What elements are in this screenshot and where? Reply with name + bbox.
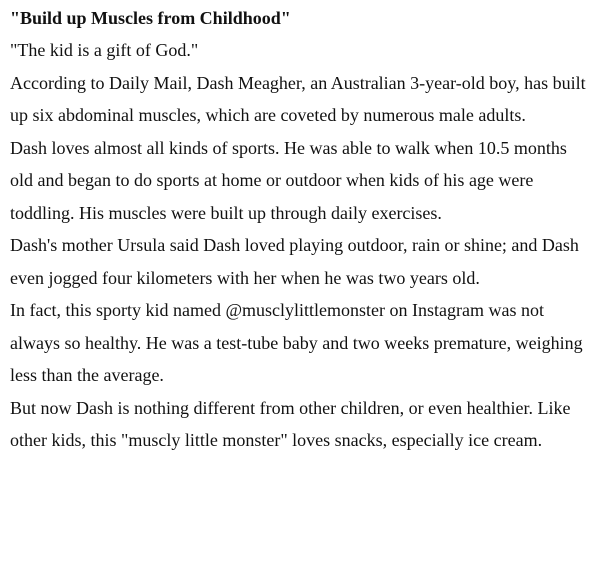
article-paragraph-now: But now Dash is nothing different from other children, or even healthier. Like other kids, this "muscly little monster" loves snacks, especially ice cream.: [10, 397, 571, 450]
article-paragraph-intro: According to Daily Mail, Dash Meagher, an Australian 3-year-old boy, has built up six abdominal muscles, which are coveted by numerous male adults.: [10, 72, 586, 125]
article-paragraph-mother: Dash's mother Ursula said Dash loved playing outdoor, rain or shine; and Dash even jogged four kilometers with her when he was two years old.: [10, 235, 579, 288]
article-title: "Build up Muscles from Childhood": [10, 8, 291, 28]
article-paragraph-quote: "The kid is a gift of God.": [10, 40, 199, 60]
article-paragraph-sports: Dash loves almost all kinds of sports. He was able to walk when 10.5 months old and began to do sports at home or outdoor when kids of his age were toddling. His muscles were built up through daily exercises.: [10, 137, 567, 223]
article-paragraph-history: In fact, this sporty kid named @musclylittlemonster on Instagram was not always so healthy. He was a test-tube baby and two weeks premature, weighing less than the average.: [10, 300, 583, 385]
